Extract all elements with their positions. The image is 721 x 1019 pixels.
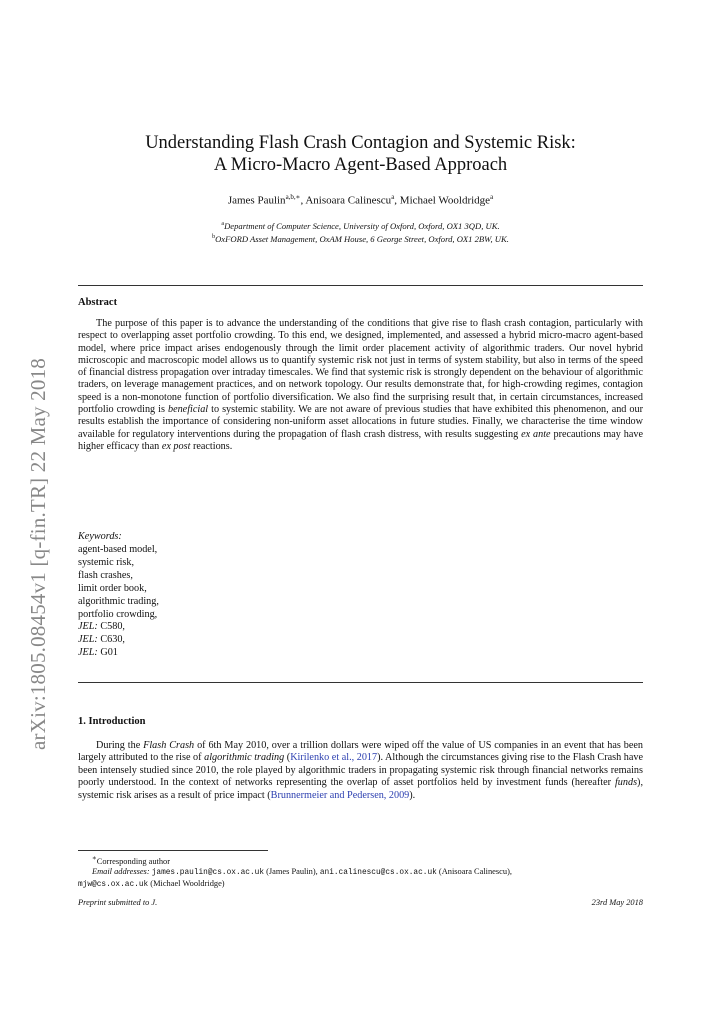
- body-emphasis: Flash Crash: [143, 740, 195, 751]
- footnote-emails-line: [78, 867, 643, 879]
- body-text: ), systemic risk arises as a result of price impact (: [78, 777, 643, 801]
- keyword-item: limit order book,: [78, 582, 147, 594]
- affiliation-b: [78, 232, 643, 245]
- abstract-top-rule: [78, 285, 643, 286]
- keywords-list: [78, 544, 159, 660]
- abstract-body: [78, 318, 643, 453]
- title-line-2: A Micro-Macro Agent-Based Approach: [213, 155, 508, 175]
- affiliation-marker: a: [221, 221, 225, 227]
- arxiv-stamp: [14, 300, 54, 750]
- jel-label: JEL:: [78, 647, 98, 659]
- abstract-text: to systemic stability. We are not aware of previous studies that have exhibited this phenomenon, and our results establish the importance of considering non-uniform asset allocations in future studies. Finally, we characterise the time window available for regulatory interventions during the propagation of flash crash distress, with results suggesting: [78, 404, 643, 440]
- body-text: During the: [96, 740, 144, 751]
- email-owner: (James Paulin),: [264, 867, 320, 877]
- affiliations: [78, 219, 643, 245]
- jel-label: JEL:: [78, 634, 98, 646]
- section-heading-introduction: 1. Introduction: [78, 716, 146, 727]
- author-superscript: a,b,∗: [285, 193, 301, 201]
- abstract-text: reactions.: [190, 440, 233, 452]
- body-text: (: [284, 752, 291, 764]
- keyword-item: portfolio crowding,: [78, 608, 158, 620]
- footnote-emails-line: [78, 879, 643, 891]
- abstract-emphasis: ex ante: [521, 428, 551, 440]
- footnote-rule: [78, 850, 268, 851]
- jel-code-item: [78, 634, 159, 647]
- affiliation-a: [78, 219, 643, 232]
- footnote-text: Corresponding author: [96, 856, 171, 866]
- citation-link[interactable]: Kirilenko et al., 2017: [290, 752, 378, 764]
- footnote-marker: ∗: [92, 854, 97, 862]
- abstract-bottom-rule: [78, 682, 643, 683]
- introduction-paragraph: [78, 740, 643, 802]
- preprint-date: 23rd May 2018: [591, 898, 643, 907]
- abstract-text: precautions may have higher efficacy than: [78, 428, 643, 452]
- author-name: James Paulin: [227, 194, 286, 207]
- author-separator: ,: [300, 194, 306, 207]
- email-owner: (Michael Wooldridge): [148, 878, 225, 888]
- keywords-heading: Keywords:: [78, 531, 122, 542]
- abstract-emphasis: beneficial: [167, 404, 209, 416]
- jel-code: C630,: [97, 634, 125, 646]
- introduction-body: [78, 740, 643, 802]
- email-address[interactable]: james.paulin@cs.ox.ac.uk: [151, 869, 265, 878]
- email-owner: (Anisoara Calinescu),: [436, 867, 512, 877]
- footnote-corresponding: [78, 853, 643, 867]
- body-text: ).: [409, 789, 416, 801]
- title-line-1: Understanding Flash Crash Contagion and Systemic Risk:: [145, 133, 576, 153]
- citation-link[interactable]: Brunnermeier and Pedersen, 2009: [270, 789, 410, 801]
- body-text: ). Although the circumstances giving rise to the Flash Crash have been intensely studied since 2010, the role played by algorithmic traders in propagating systemic risk through financial networks remains poorly understood. In the context of networks representing the overlap of asset portfolios held by investment funds (hereafter: [78, 752, 643, 789]
- abstract-paragraph: [78, 318, 643, 453]
- keyword-item: agent-based model,: [78, 544, 158, 555]
- jel-code-item: [78, 621, 159, 634]
- body-emphasis: funds: [614, 777, 638, 789]
- arxiv-stamp-text: arXiv:1805.08454v1 [q-fin.TR] 22 May 2018: [26, 358, 50, 750]
- affiliation-marker: b: [212, 233, 216, 240]
- keyword-item: algorithmic trading,: [78, 595, 159, 607]
- abstract-text: The purpose of this paper is to advance the understanding of the conditions that give rise to flash crash contagion, particularly with respect to overlapping asset portfolio crowding. To this end, we designed, implemented, and assessed a hybrid micro-macro agent-based model, where price impact arises endogenously through the limit order placement activity of algorithmic traders. Our novel hybrid microscopic and macroscopic model allows us to quantify systemic risk not just in terms of system stability, but also in terms of the speed of financial distress propagation over intraday timescales. We find that systemic risk is strongly dependent on the behaviour of algorithmic traders, on leverage management practices, and on network topology. Our results demonstrate that, for high-crowding regimes, contagion speed is a non-monotone function of portfolio diversification. We also find the surprising result that, in certain circumstances, increased portfolio crowding is: [78, 318, 643, 416]
- author-name: Michael Wooldridge: [399, 194, 491, 207]
- affiliation-text: OxFORD Asset Management, OxAM House, 6 George Street, Oxford, OX1 2BW, UK.: [215, 233, 509, 244]
- paper-title: [78, 132, 643, 176]
- author-superscript: a: [490, 193, 494, 201]
- author-name: Anisoara Calinescu: [305, 194, 392, 207]
- abstract-heading: Abstract: [78, 297, 118, 308]
- jel-code: C580,: [97, 621, 125, 633]
- affiliation-text: Department of Computer Science, University of Oxford, Oxford, OX1 3QD, UK.: [224, 220, 500, 231]
- abstract-emphasis: ex post: [161, 440, 191, 452]
- keyword-item: flash crashes,: [78, 569, 133, 581]
- email-label: Email addresses:: [92, 867, 150, 877]
- footnote: [78, 853, 643, 891]
- jel-code: G01: [97, 647, 118, 659]
- email-address[interactable]: ani.calinescu@cs.ox.ac.uk: [319, 869, 437, 878]
- body-emphasis: algorithmic trading: [204, 752, 285, 764]
- body-text: of 6th May 2010, over a trillion dollars were wiped off the value of US companies in an event that has been largely attributed to the rise of: [78, 740, 643, 764]
- jel-label: JEL:: [78, 621, 98, 633]
- keyword-item: systemic risk,: [78, 556, 135, 568]
- author-list: [78, 193, 643, 207]
- jel-code-item: [78, 647, 159, 660]
- email-address[interactable]: mjw@cs.ox.ac.uk: [78, 880, 149, 889]
- preprint-note: Preprint submitted to J.: [78, 898, 158, 907]
- author-superscript: a: [391, 193, 395, 201]
- author-separator: ,: [394, 194, 400, 207]
